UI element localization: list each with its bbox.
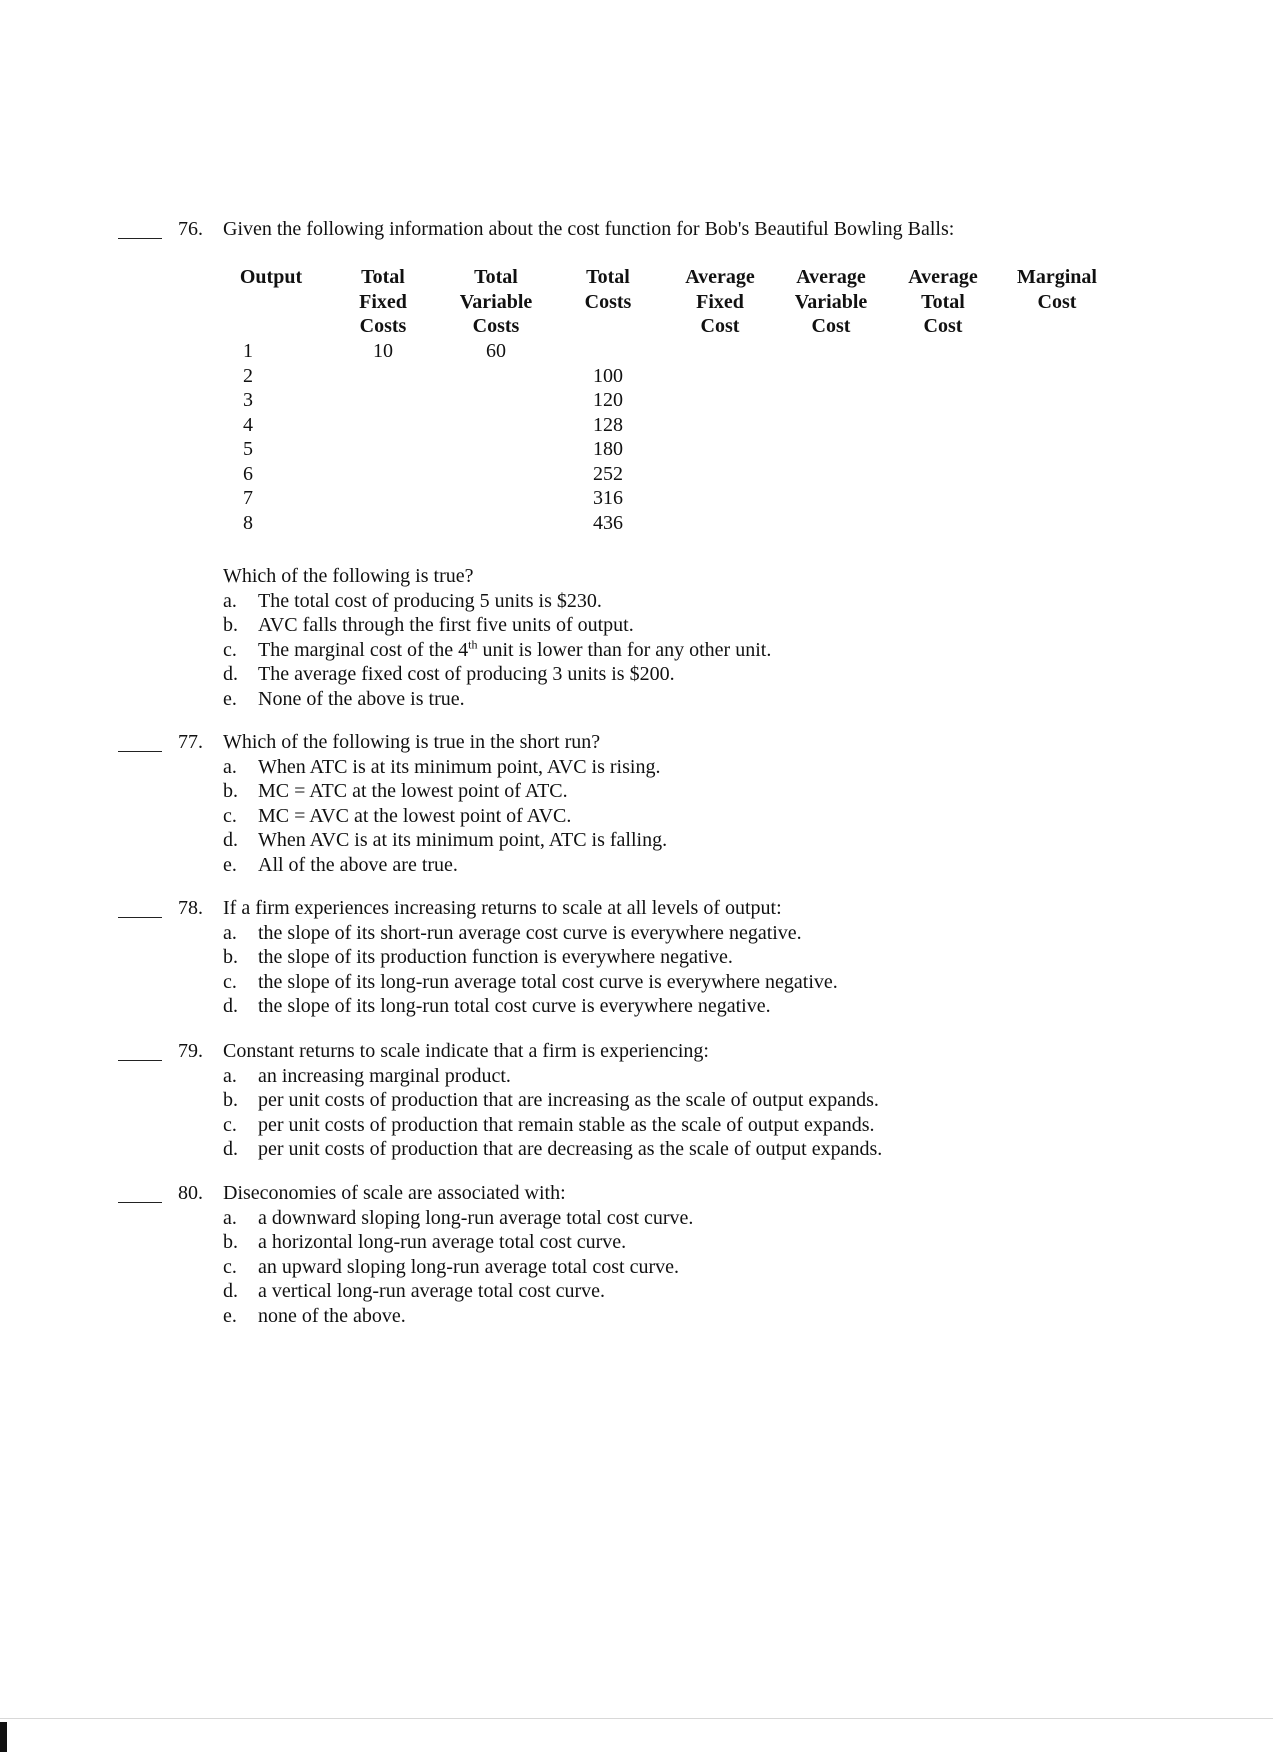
question-text: Which of the following is true in the short run? <box>223 731 601 753</box>
answer-blank-76[interactable] <box>118 238 162 239</box>
header-output: Output <box>239 266 303 288</box>
worksheet-page: 76. Given the following information about the cost function for Bob's Beautiful Bowling Balls: Output Total Fixed Costs Total Variable Costs Total Costs Average Fixed Cost Average Variable Cost Average Total Cost Marginal Cost 1 2 3 4 5 6 7 8 10 60 100 120 128 180 252 316 436 Which of the following is true? a. The total cost of producing 5 units is $230. b. AVC falls through the first five units of output. c. The marginal cost of the 4th unit is lower than for any other unit. d. The average fixed cost of producing 3 units is $200. e. None of the above is true. 77. Which of the following is true in the short run? a. When ATC is at its minimum point, AVC is rising. b. MC = ATC at the lowest point of ATC. c. MC = AVC at the lowest point of AVC. d. When AVC is at its minimum point, ATC is falling. e. All of the above are true. 78. If a firm experiences increasing returns to scale at all levels of output: a. the slope of its short-run average cost curve is everywhere negative. b. the slope of its production function is everywhere negative. c. the slope of its long-run average total cost curve is everywhere negative. d. the slope of its long-run total cost curve is everywhere negative. 79. Constant returns to scale indicate that a firm is experiencing: a. an increasing marginal product. b. per unit costs of production that are increasing as the scale of output expands. c. per unit costs of production that remain stable as the scale of output expands. d. per unit costs of production that are decreasing as the scale of output expands. 80. Diseconomies of scale are associated with: a. a downward sloping long-run average total cost curve. b. a horizontal long-run average total cost curve. c. an upward sloping long-run average total cost curve. d. a vertical long-run average total cost curve. e. none of the above. <box>0 0 1273 1752</box>
cell-total-costs: 128 <box>593 413 623 436</box>
question-text: Diseconomies of scale are associated with: <box>223 1182 566 1204</box>
question-number: 79. <box>178 1040 203 1062</box>
question-text: If a firm experiences increasing returns to scale at all levels of output: <box>223 897 782 919</box>
scan-edge-line <box>0 1718 1273 1719</box>
cell-total-fixed-costs: 10 <box>373 340 393 362</box>
cost-table <box>222 265 1122 545</box>
question-number: 80. <box>178 1182 203 1204</box>
header-marginal-cost: Marginal Cost <box>1017 266 1097 313</box>
cell-total-costs: 316 <box>593 487 623 509</box>
cell-output: 6 <box>243 462 253 485</box>
cell-total-costs: 100 <box>593 364 623 387</box>
question-prompt: Which of the following is true? <box>223 565 474 587</box>
cell-output: 4 <box>243 413 253 436</box>
cell-output: 5 <box>243 438 253 460</box>
header-total-costs: Total Costs <box>584 266 632 313</box>
question-number: 76. <box>178 218 203 240</box>
cell-output: 2 <box>243 364 253 387</box>
cell-output: 3 <box>243 389 253 411</box>
cell-total-variable-costs: 60 <box>486 340 506 362</box>
cell-total-costs: 180 <box>593 438 623 460</box>
question-number: 77. <box>178 731 203 753</box>
question-text: Given the following information about the cost function for Bob's Beautiful Bowling Balls: <box>223 218 955 240</box>
cell-total-costs: 120 <box>593 389 623 411</box>
cell-output: 7 <box>243 487 253 509</box>
cell-total-costs: 436 <box>593 511 623 534</box>
cell-output: 1 <box>243 340 253 362</box>
header-average-variable-cost: Average Variable Cost <box>794 266 868 337</box>
header-average-total-cost: Average Total Cost <box>908 266 978 337</box>
question-text: Constant returns to scale indicate that a firm is experiencing: <box>223 1040 709 1062</box>
answer-blank-80[interactable] <box>118 1202 162 1203</box>
header-average-fixed-cost: Average Fixed Cost <box>685 266 755 337</box>
scan-edge-mark <box>0 1722 7 1752</box>
answer-blank-79[interactable] <box>118 1060 162 1061</box>
header-total-variable-costs: Total Variable Costs <box>459 266 533 337</box>
answer-blank-78[interactable] <box>118 917 162 918</box>
answer-blank-77[interactable] <box>118 751 162 752</box>
header-total-fixed-costs: Total Fixed Costs <box>359 266 407 337</box>
cell-total-costs: 252 <box>593 462 623 485</box>
question-number: 78. <box>178 897 203 919</box>
cell-output: 8 <box>243 511 253 534</box>
